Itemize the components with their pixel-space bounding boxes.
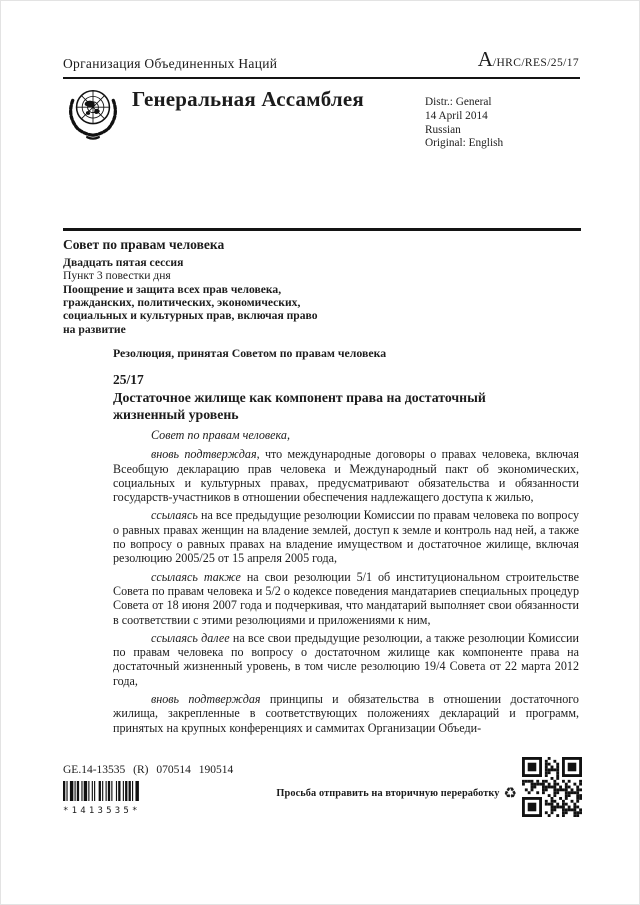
agenda-item: Пункт 3 повестки дня: [63, 269, 171, 282]
section-divider: [63, 228, 581, 231]
paragraph-lead: ссылаясь также: [151, 569, 241, 584]
resolution-title: Достаточное жилище как компонент права на достаточный жизненный уровень: [113, 390, 486, 422]
distribution-block: [425, 96, 503, 151]
distr-line: Distr.: General: [425, 96, 492, 108]
resolution-paragraph-3: [113, 570, 579, 627]
paragraph-text: на все предыдущие резолюции Комиссии по правам человека по вопросу о равных правах женщин на владение землей, доступ к земле и контроль над ней, а также по вопросу о равных правах на владение имуществом и достаточное жилище, включая резолюцию 2005/25 от 15 апреля 2005 года,: [113, 508, 579, 566]
assembly-title: Генеральная Ассамблея: [132, 87, 364, 111]
ge-document-number: GE.14-13535 (R) 070514 190514: [63, 764, 234, 776]
un-org-name: Организация Объединенных Наций: [63, 56, 278, 71]
document-symbol-letter: A: [477, 47, 493, 71]
header-divider: [63, 77, 580, 79]
paragraph-lead: вновь подтверждая: [151, 692, 261, 707]
language-line: Russian: [425, 123, 461, 136]
paragraph-lead: ссылаясь: [151, 508, 198, 523]
paragraph-text: принципы и обязательства в отношении достаточного жилища, закрепленные в соответствующих положениях деклараций и программ, принятых на крупных конференциях и саммитах Организации Объеди-: [113, 692, 579, 735]
council-name: Совет по правам человека: [63, 237, 225, 252]
barcode-digits: *1413535*: [63, 806, 141, 816]
date-line: 14 April 2014: [425, 109, 488, 122]
paragraph-text: на свои резолюции 5/1 об институциональном строительстве Совета по правам человека и 5/2 о кодексе поведения мандатариев специальных процедур Совета от 18 июня 2007 года и подчеркивая, что мандатарий выполняет свои обязанности в соответствии с этими резолюциями и приложениями к ним,: [113, 569, 579, 627]
qr-code: [522, 757, 582, 817]
paragraph-text: , что международные договоры о правах человека, включая Всеобщую декларацию прав человека и Международный пакт об экономических, социальных и культурных правах, предусматривают обязательства и обязанности государств-участников в отношении обеспечения надлежащего доступа к жилью,: [113, 447, 579, 505]
agenda-title: Поощрение и защита всех прав человека, гражданских, политических, экономических, социальных и культурных прав, включая право на развитие: [63, 283, 318, 336]
resolution-paragraph-1: [113, 447, 579, 504]
session-block: [63, 237, 331, 336]
document-symbol-rest: /HRC/RES/25/17: [492, 57, 579, 69]
document-symbol: [478, 47, 579, 72]
paragraph-lead: вновь подтверждая: [151, 447, 257, 462]
un-emblem-icon: [64, 83, 122, 143]
qr-modules: [522, 757, 582, 817]
recycle-notice: [241, 782, 517, 804]
barcode: [63, 781, 155, 816]
resolution-paragraph-4: [113, 631, 579, 688]
resolution-paragraph-5: [113, 692, 579, 735]
paragraph-text: на все свои предыдущие резолюции, а также резолюции Комиссии по правам человека по вопросу о достаточном жилище как компоненте права на достаточный жизненный уровень, в том числе резолюцию 19/4 Совета от 22 марта 2012 года,: [113, 630, 579, 688]
recycle-text: Просьба отправить на вторичную переработку: [276, 787, 500, 799]
resolution-opening: Совет по правам человека,: [151, 428, 290, 442]
resolution-body: [113, 428, 579, 739]
barcode-bars: [63, 781, 151, 801]
resolution-paragraph-2: [113, 508, 579, 565]
session-name: Двадцать пятая сессия: [63, 256, 184, 269]
recycle-icon: ♻: [503, 783, 517, 802]
paragraph-lead: ссылаясь далее: [151, 630, 230, 645]
resolution-adopted-line: Резолюция, принятая Советом по правам человека: [113, 346, 387, 360]
original-language-line: Original: English: [425, 137, 504, 150]
resolution-number: 25/17: [113, 372, 144, 387]
